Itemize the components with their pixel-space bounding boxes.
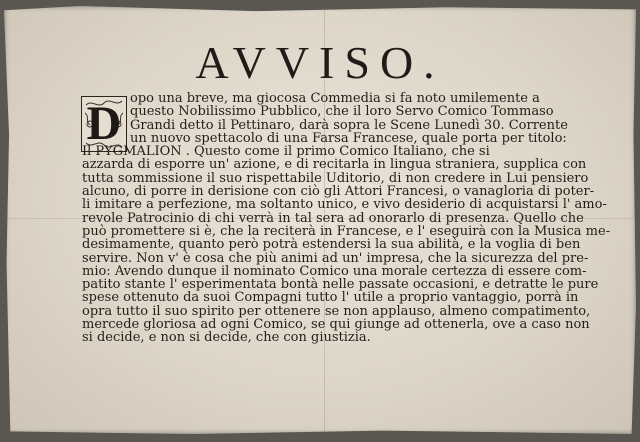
body-line: mio: Avendo dunque il nominato Comico una morale certezza di essere com- [82,263,587,279]
body-line: Grandi detto il Pettinaro, darà sopra le Scene Lunedì 30. Corrente [130,117,568,133]
body-line: spese ottenuto da suoi Compagni tutto l' utile a proprio vantaggio, porrà in [82,290,579,306]
body-line: revole Patrocinio di chi verrà in tal sera ad onorarlo di presenza. Quello che [82,210,584,226]
body-line: opo una breve, ma giocosa Commedia si fa noto umilemente a [130,91,540,106]
notice-body [82,91,611,346]
body-line: Il PYGMALION . Questo come il primo Comico Italiano, che si [82,144,490,160]
notice-title: AVVISO. [195,37,445,88]
body-line: un nuovo spettacolo di una Farsa Francese, quale porta per titolo: [130,130,567,146]
body-line: li imitare a perfezione, ma soltanto unico, e vivo desiderio di acquistarsi l' amo- [82,197,607,213]
body-line: si decide, e non si decide, che con giustizia. [82,330,371,346]
body-line: mercede gloriosa ad ogni Comico, se qui giunge ad ottenerla, ove a caso non [82,317,590,333]
initial-letter: D [86,97,122,150]
body-line: tutta sommissione il suo rispettabile Uditorio, di non credere in Lui pensiero [82,170,589,186]
body-line: azzarda di esporre un' azione, e di recitarla in lingua straniera, supplica con [82,157,587,173]
body-line: può promettere si è, che la reciterà in Francese, e l' eseguirà con la Musica me- [82,223,611,239]
body-line: servire. Non v' è cosa che più animi ad un' impresa, che la sicurezza del pre- [82,250,589,266]
body-line: alcuno, di porre in derisione con ciò gli Attori Francesi, o vanagloria di poter- [82,184,595,200]
body-line: desimamente, quanto però potrà estendersi la sua abilità, e la voglia di ben [82,237,581,253]
body-line: patito stante l' esperimentata bontà nelle passate occasioni, e detratte le pure [82,277,599,293]
body-line: opra tutto il suo spirito per ottenere se non applauso, almeno compatimento, [82,303,591,319]
body-line: questo Nobilissimo Pubblico, che il loro Servo Comico Tommaso [130,104,554,120]
